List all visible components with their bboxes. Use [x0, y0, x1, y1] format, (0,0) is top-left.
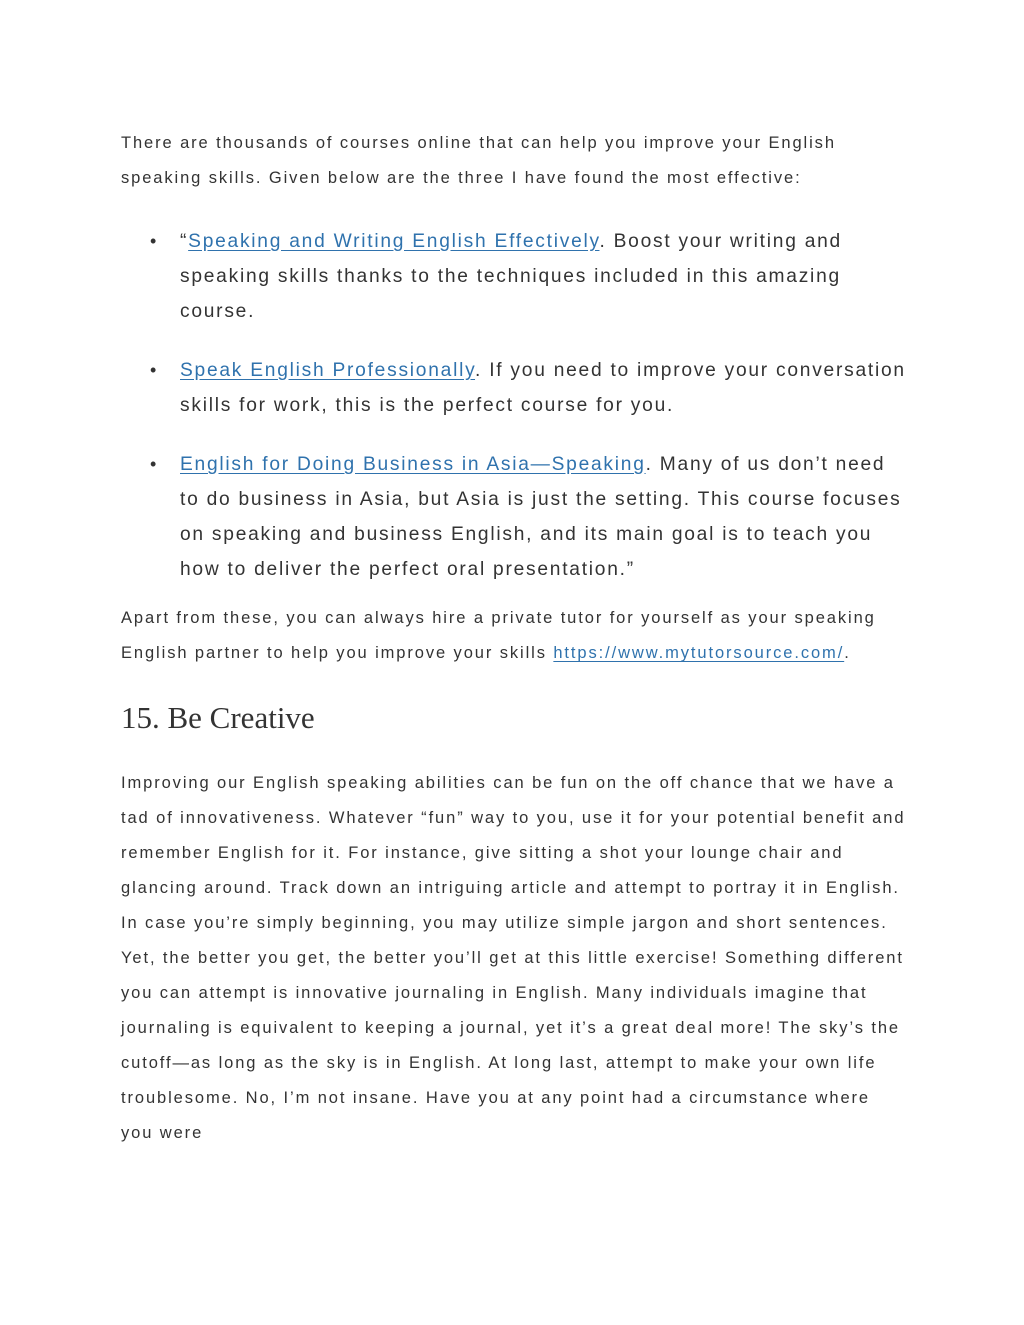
section-heading: 15. Be Creative: [121, 700, 315, 735]
course-link-business-asia[interactable]: English for Doing Business in Asia—Speaking: [180, 454, 646, 475]
tutor-text: Apart from these, you can always hire a private tutor for yourself as your speaking English partner to help you improve your skills: [121, 609, 876, 662]
bullet-icon: •: [150, 360, 159, 380]
course-link-speaking-writing[interactable]: Speaking and Writing English Effectively: [188, 231, 600, 252]
creative-paragraph: Improving our English speaking abilities can be fun on the off chance that we have a tad of innovativeness. Whatever “fun” way to you, use it for your potential benefit and remember English for it. For instance, give sitting a shot your lounge chair and glancing around. Track down an intriguing article and attempt to portray it in English. In case you’re simply beginning, you may utilize simple jargon and short sentences. Yet, the better you get, the better you’ll get at this little exercise! Something different you can attempt is innovative journaling in English. Many individuals imagine that journaling is equivalent to keeping a journal, yet it’s a great deal more! The sky’s the cutoff—as long as the sky is in English. At long last, attempt to make your own life troublesome. No, I’m not insane. Have you at any point had a circumstance where you were: [121, 774, 906, 1142]
tutor-suffix: .: [844, 644, 851, 662]
bullet-icon: •: [150, 231, 159, 251]
tutor-link[interactable]: https://www.mytutorsource.com/: [553, 644, 845, 662]
list-item: [121, 353, 906, 423]
course-link-speak-professionally[interactable]: Speak English Professionally: [180, 360, 476, 381]
list-item: [121, 447, 906, 587]
intro-paragraph: There are thousands of courses online that can help you improve your English speaking skills. Given below are the three I have found the most effective:: [121, 134, 836, 187]
list-item: [121, 224, 906, 329]
course-description: . If you need to improve your conversation skills for work, this is the perfect course for you.: [180, 360, 906, 416]
tutor-paragraph: [121, 601, 906, 671]
open-quote: “: [180, 231, 189, 252]
course-list: [121, 224, 906, 587]
course-description: . Boost your writing and speaking skills thanks to the techniques included in this amazing course.: [180, 231, 842, 322]
course-description: . Many of us don’t need to do business in Asia, but Asia is just the setting. This course focuses on speaking and business English, and its main goal is to teach you how to deliver the perfect oral presentation.”: [180, 454, 902, 580]
document-page: [121, 126, 906, 1151]
bullet-icon: •: [150, 454, 159, 474]
